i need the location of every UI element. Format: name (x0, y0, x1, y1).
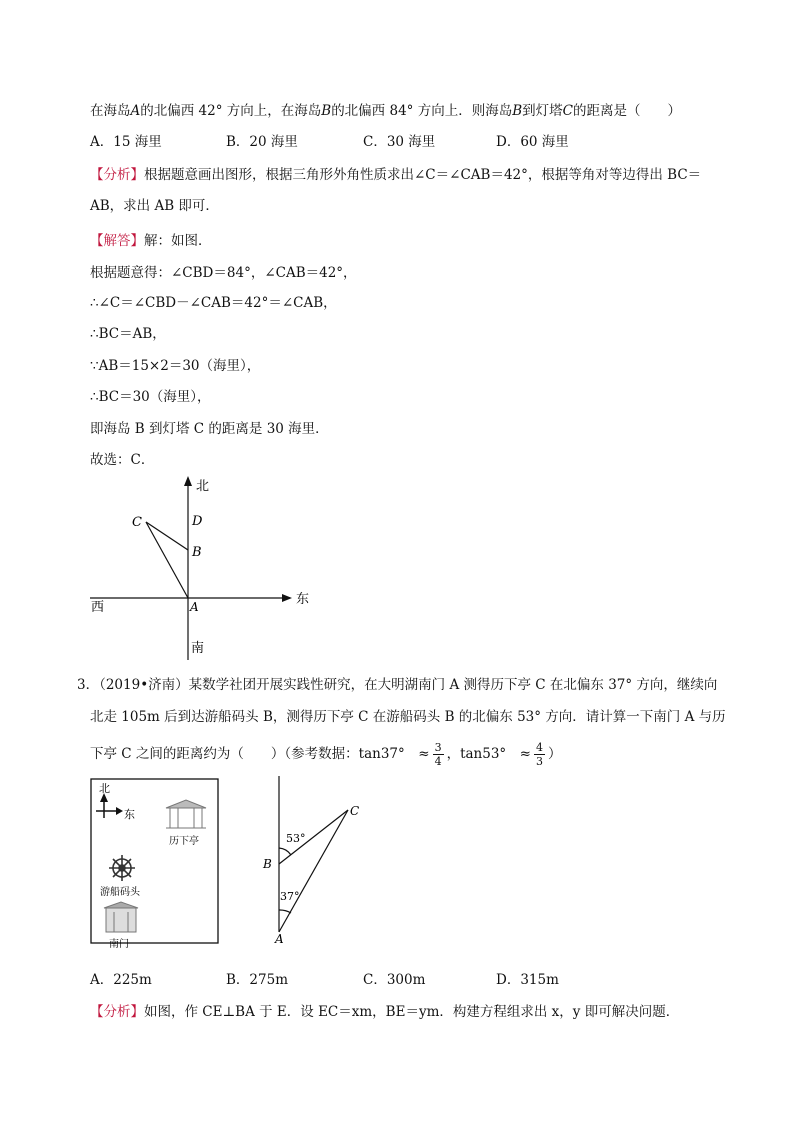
q3-stem-line2: 北走 105m 后到达游船码头 B，测得历下亭 C 在游船码头 B 的北偏东 53° 方向．请计算一下南门 A 与历 (90, 709, 726, 725)
q2-step-6: 即海岛 B 到灯塔 C 的距离是 30 海里． (90, 421, 329, 437)
q2-label-A: A (190, 600, 199, 614)
q3-frac1-den: 4 (434, 755, 442, 768)
q3-source: （2019•济南） (99, 677, 189, 693)
q2-option-a: A．15 海里 (90, 134, 162, 150)
q2-stem-text-4: 到灯塔 (522, 103, 563, 119)
q3-number: 3． (77, 677, 100, 693)
q3-frac1-num: 3 (434, 741, 442, 754)
q3-stem-text-3a: 下亭 C 之间的距离约为（ ）（参考数据：tan37° ≈ (90, 746, 430, 762)
q3-frac2-num: 4 (536, 741, 543, 754)
q3-frac2-den: 3 (536, 755, 543, 768)
q2-analysis-line1: 根据题意画出图形，根据三角形外角性质求出∠C＝∠CAB＝42°，根据等角对等边得出 BC＝ (144, 167, 702, 183)
q3-map-east: 东 (124, 808, 135, 821)
q3-angle-arc-37 (279, 910, 291, 913)
q2-label-north: 北 (196, 479, 210, 494)
q2-option-d: D．60 海里 (496, 134, 569, 150)
q3-analysis-tag: 【分析】 (90, 1004, 144, 1020)
q2-option-b: B．20 海里 (226, 134, 298, 150)
q3-label-B: B (263, 857, 272, 871)
q2-stem-var-A: A (130, 103, 141, 119)
q2-step-7: 故选：C． (90, 452, 155, 468)
q3-fraction-4-3 (534, 741, 545, 768)
q2-step-4: ∵AB＝15×2＝30（海里）， (90, 358, 261, 374)
q2-label-B: B (192, 545, 202, 560)
q2-stem-var-C: C (562, 103, 573, 119)
q2-stem-var-B1: B (321, 103, 332, 119)
q3-option-b: B．275m (226, 972, 288, 988)
q3-figure (255, 770, 375, 950)
q2-stem-text-2: 的北偏西 42° 方向上，在海岛 (140, 103, 322, 119)
q2-label-west: 西 (91, 600, 105, 615)
q2-stem (90, 101, 681, 121)
q3-stem-text-1: 某数学社团开展实践性研究，在大明湖南门 A 测得历下亭 C 在北偏东 37° 方向，继续向 (188, 677, 718, 693)
q2-north-arrow (184, 476, 192, 486)
q2-label-C: C (132, 515, 142, 530)
q3-label-A: A (275, 932, 284, 946)
q3-analysis (90, 1002, 679, 1022)
q3-analysis-text: 如图，作 CE⊥BA 于 E．设 EC＝xm，BE＝ym．构建方程组求出 x，y 即可解决问题． (144, 1004, 680, 1020)
q2-step-2: ∴∠C＝∠CBD－∠CAB＝42°＝∠CAB， (90, 295, 337, 311)
q2-answer (90, 231, 212, 251)
q2-label-south: 南 (191, 641, 205, 656)
q2-stem-text-1: 在海岛 (90, 103, 131, 119)
q2-stem-var-B2: B (512, 103, 523, 119)
q3-angle-37: 37° (280, 890, 300, 903)
q3-option-c: C．300m (363, 972, 426, 988)
q2-figure (80, 470, 330, 665)
q2-stem-text-3: 的北偏西 84° 方向上．则海岛 (331, 103, 513, 119)
q3-angle-arc-53 (279, 848, 291, 855)
q3-segment-AC (279, 810, 348, 932)
q3-angle-53: 53° (286, 832, 306, 845)
q3-map (90, 778, 220, 948)
q2-step-3: ∴BC＝AB， (90, 326, 166, 342)
q3-map-north: 北 (99, 782, 110, 795)
q2-east-arrow (282, 594, 292, 602)
q2-answer-intro: 解：如图． (144, 233, 212, 249)
q3-stem-text-3b: ，tan53° ≈ (446, 746, 531, 762)
q3-stem-line1 (77, 675, 717, 695)
q2-analysis-tag: 【分析】 (90, 167, 144, 183)
q2-label-east: 东 (296, 592, 310, 607)
q3-map-gate: 南门 (109, 939, 129, 948)
q2-analysis-line2: AB，求出 AB 即可． (90, 198, 219, 214)
q3-stem-line3 (90, 741, 562, 768)
q2-answer-tag: 【解答】 (90, 233, 144, 249)
q3-map-pavilion: 历下亭 (169, 836, 199, 847)
q3-option-d: D．315m (496, 972, 559, 988)
q2-step-5: ∴BC＝30（海里）， (90, 389, 211, 405)
q2-step-1: 根据题意得：∠CBD＝84°，∠CAB＝42°， (90, 265, 357, 281)
q3-label-C: C (350, 804, 360, 818)
q2-analysis (90, 165, 701, 185)
q3-fraction-3-4 (433, 741, 444, 768)
q3-map-dock: 游船码头 (100, 887, 140, 898)
q2-option-c: C．30 海里 (363, 134, 436, 150)
q2-label-D: D (192, 514, 203, 529)
q2-segment-CA (146, 522, 188, 598)
q3-stem-text-3c: ） (548, 746, 562, 762)
q3-option-a: A．225m (90, 972, 152, 988)
q2-stem-text-5: 的距离是（ ） (572, 103, 681, 119)
q2-segment-CB (146, 522, 188, 550)
gate-icon (104, 902, 138, 932)
